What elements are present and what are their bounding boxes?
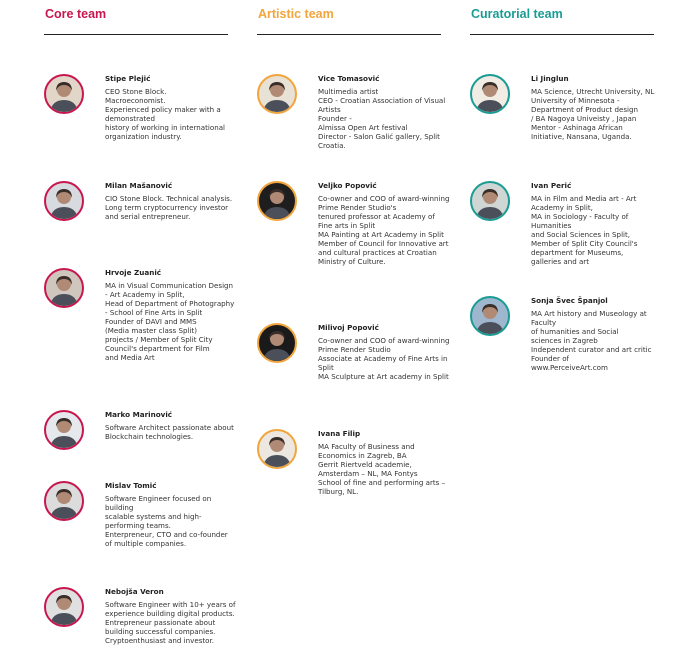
- member-name: Sonja Švec Španjol: [531, 296, 608, 305]
- member-bio: MA in Film and Media art - Art Academy in Split, MA in Sociology - Faculty of Humanities and Social Sciences in Split, Member of Split City Council's department for Museums, galleries and art: [531, 194, 638, 266]
- avatar: [470, 296, 510, 336]
- member-name: Ivan Perić: [531, 181, 572, 190]
- member-bio: Software Engineer focused on building scalable systems and high-performing teams. Enterpreneur, CTO and co-founder of multiple companies.: [105, 494, 228, 548]
- avatar: [257, 74, 297, 114]
- avatar: [44, 410, 84, 450]
- avatar: [44, 74, 84, 114]
- avatar: [470, 181, 510, 221]
- avatar: [44, 268, 84, 308]
- member-bio: Co-owner and COO of award-winning Prime Render Studio Associate at Academy of Fine Arts in Split MA Sculpture at Art academy in Split: [318, 336, 450, 381]
- artistic-team-title: Artistic team: [258, 7, 334, 21]
- avatar: [44, 181, 84, 221]
- avatar: [44, 587, 84, 627]
- member-name: Hrvoje Zuanić: [105, 268, 162, 277]
- member-name: Li Jinglun: [531, 74, 569, 83]
- member-bio: MA Faculty of Business and Economics in Zagreb, BA Gerrit Riertveld academie, Amsterdam – NL, MA Fontys School of fine and performing arts – Tilburg, NL.: [318, 442, 446, 496]
- avatar: [257, 323, 297, 363]
- member-bio: Software Engineer with 10+ years of experience building digital products. Entrepreneur passionate about building successful companies. Cryptoenthusiast and investor.: [105, 600, 236, 645]
- member-bio: MA Science, Utrecht University, NL University of Minnesota - Department of Product design / BA Nagoya Univeisty , Japan Mentor - Ashinaga African Initiative, Nansana, Uganda.: [531, 87, 655, 141]
- member-bio: MA in Visual Communication Design - Art Academy in Split, Head of Department of Photography - School of Fine Arts in Split Founder of DAVI and MMS (Media master class Split) projects / Member of Split City Council's department for Film and Media Art: [105, 281, 235, 362]
- curatorial-team-divider: [470, 34, 654, 35]
- member-bio: CEO Stone Block. Macroeconomist. Experienced policy maker with a demonstrated history of working in international organization industry.: [105, 87, 226, 141]
- member-name: Mislav Tomić: [105, 481, 157, 490]
- member-bio: Software Architect passionate about Blockchain technologies.: [105, 423, 234, 441]
- artistic-team-divider: [257, 34, 441, 35]
- member-name: Nebojša Veron: [105, 587, 164, 596]
- avatar: [44, 481, 84, 521]
- member-name: Milan Mašanović: [105, 181, 173, 190]
- member-name: Vice Tomasović: [318, 74, 380, 83]
- member-name: Ivana Filip: [318, 429, 361, 438]
- core-team-title: Core team: [45, 7, 107, 21]
- member-name: Milivoj Popović: [318, 323, 379, 332]
- core-team-divider: [44, 34, 228, 35]
- member-bio: Multimedia artist CEO - Croatian Association of Visual Artists Founder - Almissa Open Art festival Director - Salon Galić gallery, Split Croatia.: [318, 87, 446, 150]
- member-bio: Co-owner and COO of award-winning Prime Render Studio's tenured professor at Academy of Fine arts in Split MA Painting at Art Academy in Split Member of Council for Innovative art and cultural practices at Croatian Ministry of Culture.: [318, 194, 450, 266]
- avatar: [257, 429, 297, 469]
- member-name: Stipe Plejić: [105, 74, 151, 83]
- member-bio: CIO Stone Block. Technical analysis. Long term cryptocurrency investor and serial entrepreneur.: [105, 194, 233, 221]
- member-name: Marko Marinović: [105, 410, 173, 419]
- member-bio: MA Art history and Museology at Faculty of humanities and Social sciences in Zagreb Independent curator and art critic Founder of www.PerceiveArt.com: [531, 309, 652, 372]
- curatorial-team-title: Curatorial team: [471, 7, 563, 21]
- avatar: [257, 181, 297, 221]
- member-name: Veljko Popović: [318, 181, 377, 190]
- avatar: [470, 74, 510, 114]
